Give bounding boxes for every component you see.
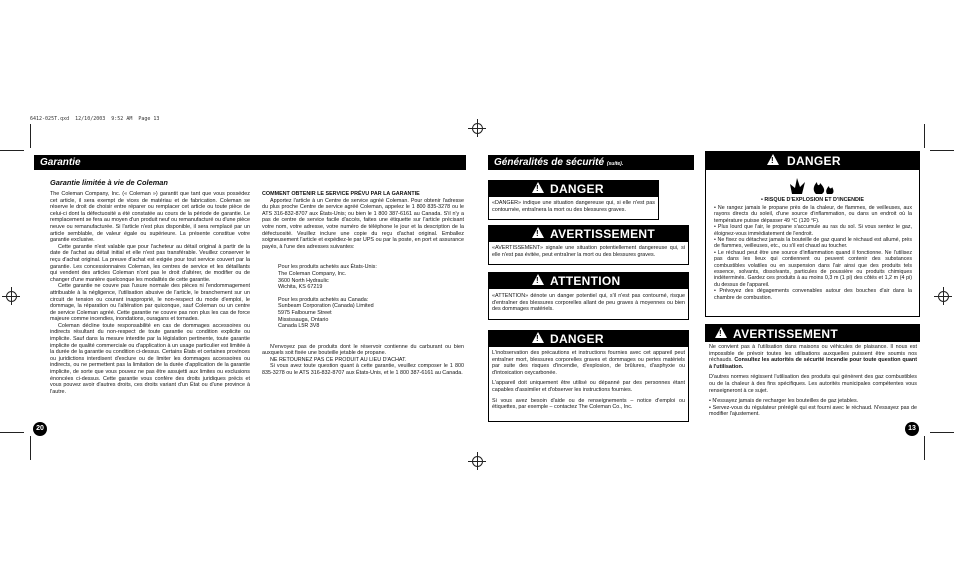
avertissement-usage-signal-word: AVERTISSEMENT (733, 327, 839, 341)
risk-bullet: • Plus lourd que l'air, le propane s'accumule au ras du sol. Si vous sentez le gaz, éloignez-vous immédiatement de l'endroit. (714, 224, 912, 237)
danger-explosion-signal-word: DANGER (787, 154, 841, 168)
crop-mark (0, 150, 24, 151)
service-heading: COMMENT OBTENIR LE SERVICE PRÉVU PAR LA GARANTIE (262, 191, 420, 197)
attention-signal-word: ATTENTION (550, 274, 621, 288)
registration-mark-bottom (468, 452, 486, 470)
usage-paragraph-bold: Consultez les autorités de sécurité incendie pour toute question quant à l'utilisation. (709, 357, 917, 370)
crop-mark (30, 124, 31, 148)
securite-header-suffix: (suite). (606, 161, 624, 167)
usage-paragraph: Ne convient pas à l'utilisation dans maisons ou véhicules de plaisance. Il nous est impossible de prévoir toutes les utilisations auxquelles puissent être soumis nos réchauds. Consultez les autorités de sécurité incendie pour toute question quant à l'utilisation. (709, 344, 917, 370)
explosion-risk-list (714, 205, 912, 301)
warning-triangle-icon (715, 327, 727, 338)
danger-explosion-box (705, 169, 920, 317)
canada-address: Sunbeam Corporation (Canada) Limited 5975 Falbourne Street Mississauga, Ontario Canada L5R 3V8 (278, 303, 374, 330)
risk-bullet: • Ne rangez jamais le propane près de la chaleur, de flammes, de veilleuses, aux rayons directs du soleil, d'une source d'inflammation, ou dans un endroit où la température puisse dépasser 49 °C (120 °F). (714, 205, 912, 224)
usage-bullet: • Servez-vous du régulateur préréglé qui est fourni avec le réchaud. N'essayez pas de modifier l'ajustement. (709, 404, 917, 418)
crop-mark (930, 432, 954, 433)
danger-signal-word: DANGER (550, 182, 604, 196)
danger-general-paragraph: Si vous avez besoin d'aide ou de renseignements – notice d'emploi ou étiquettes, par exemple – contactez The Coleman Co., Inc. (492, 397, 685, 411)
danger-general-paragraph: L'appareil doit uniquement être utilisé ou dépanné par des personnes étant capables d'assimiler et d'observer les instructions fournies. (492, 380, 685, 393)
warranty-subheading: Garantie limitée à vie de Coleman (50, 178, 168, 187)
warranty-paragraph: Coleman décline toute responsabilité en cas de dommages accessoires ou indirects résultant du non-respect de toute garantie ou condition explicite ou implicite. Sauf dans la mesure interdite par la législation pertinente, toute garantie implicite de qualité commerciale ou d'application à un usage particulier est limitée à la durée de la garantie ou condition ci-dessus. Certains États et certaines provinces ou juridictions interdisent d'exclure ou de limiter les dommages accessoires ou indirects, ou ne permettent pas la limitation de la durée d'application de la garantie implicite, de sorte que vous pouvez ne pas être assujetti aux limites ou exclusions énoncées ci-dessus. Cette garantie vous confère des droits juridiques précis et vous pouvez avoir d'autres droits, ces droits variant d'un État ou d'une province à l'autre. (50, 322, 250, 395)
warning-triangle-icon (532, 332, 544, 343)
warranty-paragraph: Cette garantie n'est valable que pour l'acheteur au détail original à partir de la date de l'achat au détail initial et elle n'est pas transférable. Veuillez conserver le reçu d'achat original. La preuve d'achat est exigée pour tout service couvert par la garantie. Les concessionnaires Coleman, les centres de service et les détaillants qui vendent des articles Coleman n'ont pas le droit d'altérer, de modifier ou de changer d'une manière quelconque les modalités de cette garantie. (50, 243, 250, 283)
usa-label: Pour les produits achetés aux États-Unis: (278, 264, 377, 271)
warranty-column-2 (262, 191, 464, 377)
danger-general-paragraph: L'inobservation des précautions et instructions fournies avec cet appareil peut entraîner mort, blessures corporelles graves et dommages ou pertes matériels par suite des risques d'incendie, d'explosion, de brûlures, d'asphyxie ou d'intoxication oxycarbonée. (492, 350, 685, 376)
warning-triangle-icon (532, 182, 544, 193)
warranty-paragraph: The Coleman Company, Inc. (« Coleman ») garantit que tant que vous possédez cet article, il sera exempt de vices de matériau et de fabrication. Coleman se réserve le droit de choisir entre réparer ou remplacer cet article ou toute pièce de celui-ci dont la défectuosité a été constatée au cours de la période de garantie. Le remplacement se fera au moyen d'un produit neuf ou remanufacturé ou d'une pièce neuve ou remanufacturée. Si l'article n'est plus disponible, il sera remplacé par un article semblable, de valeur égale ou supérieure. La présente constitue votre garantie exclusive. (50, 191, 250, 244)
page-number-left: 20 (33, 422, 47, 436)
service-questions: Si vous avez toute question quant à cette garantie, veuillez composer le 1 800 835-3278 ou le ATS 316-832-8707 aux États-Unis, et le 1 800 387-6161 au Canada. (262, 363, 464, 377)
attention-definition: «ATTENTION» dénote un danger potentiel qui, s'il n'est pas contourné, risque d'entraîner des blessures corporelles allant de peu graves à moyennes ou bien des dommages matériels. (492, 293, 685, 313)
avertissement-signal-bar (488, 225, 689, 241)
explosion-risk-title: • RISQUE D'EXPLOSION ET D'INCENDIE (761, 197, 864, 203)
danger-definition-box (488, 196, 659, 220)
warning-triangle-icon (767, 154, 779, 165)
risk-bullet: • Prévoyez des dégagements convenables autour des bouches d'air dans la chambre de combustion. (714, 288, 912, 301)
page-number-right: 13 (905, 422, 919, 436)
crop-mark (930, 150, 954, 151)
registration-mark-top (468, 119, 486, 137)
warning-triangle-icon (532, 227, 544, 238)
garantie-header-bar (34, 155, 466, 170)
service-no-return: NE RETOURNEZ PAS CE PRODUIT AU LIEU D'ACHAT. (270, 356, 407, 363)
avertissement-definition: «AVERTISSEMENT» signale une situation potentiellement dangereuse qui, si elle n'est pas évitée, peut entraîner la mort ou des blessures graves. (492, 245, 685, 258)
canada-label: Pour les produits achetés au Canada: (278, 296, 369, 303)
warranty-column-1 (50, 191, 250, 395)
warning-triangle-icon (532, 274, 544, 285)
usage-paragraph: D'autres normes régissent l'utilisation des produits qui génèrent des gaz combustibles ou de la chaleur à des fins spécifiques. Les autorités municipales compétentes vous renseigneront à ce sujet. (709, 374, 917, 394)
service-intro: Apportez l'article à un Centre de service agréé Coleman. Pour obtenir l'adresse du plus proche Centre de service agréé Coleman, appelez le 1 800 835-3278 ou le ATS 316-832-8707 aux États-Unis; ou bien le 1 800 387-6161 au Canada. S'il n'y a pas de centre de service facile d'accès, faites une étiquette sur l'article précisant votre nom, votre adresse, votre numéro de téléphone le jour et la description de la défectuosité. Veuillez inclure une copie du reçu d'achat original. Emballez soigneusement l'article et expédiez-le par UPS ou par la poste, en port et assurance payés, à l'une des adresses suivantes: (262, 197, 464, 250)
garantie-header: Garantie (40, 157, 81, 168)
avertissement-usage-signal-bar (705, 324, 920, 342)
risk-bullet: • Ne fixez ou détachez jamais la bouteille de gaz quand le réchaud est allumé, près de flammes, veilleuses, etc., ou s'il est chaud au toucher. (714, 237, 912, 250)
crop-mark (924, 436, 925, 460)
registration-mark-left (2, 287, 20, 305)
risk-bullet: • Le réchaud peut être une source d'inflammation quand il fonctionne. Ne l'utilisez pas dans les lieux qui contiennent ou peuvent contenir des substances combustibles volatiles ou en suspension dans l'air ainsi que des produits tels essence, solvants, dissolvants, particules de poussière ou produits chimiques indéterminés. Gardez ces produits à au moins 0,3 m (1 pi) des côtés et 1,2 m (4 pi) du dessus de l'appareil. (714, 249, 912, 288)
explosion-fire-icon (786, 174, 838, 196)
avertissement-signal-word: AVERTISSEMENT (550, 227, 656, 241)
danger-general-signal-bar (488, 330, 689, 346)
securite-header: Généralités de sécurité (494, 157, 605, 168)
danger-definition: «DANGER» indique une situation dangereuse qui, si elle n'est pas contournée, entraînera la mort ou des blessures graves. (492, 200, 655, 213)
securite-header-bar (488, 155, 694, 170)
danger-explosion-signal-bar (705, 151, 920, 169)
attention-definition-box (488, 288, 689, 320)
crop-mark (0, 432, 24, 433)
registration-mark-right (934, 287, 952, 305)
danger-general-signal-word: DANGER (550, 332, 604, 346)
crop-mark (924, 124, 925, 148)
warranty-paragraph: Cette garantie ne couvre pas l'usure normale des pièces ni l'endommagement attribuable à la négligence, l'utilisation abusive de l'article, le branchement sur un circuit de tension ou courant inapproprié, le non-respect du mode d'emploi, le dommage, la réparation ou l'altération par quiconque, sauf Coleman ou un centre de service Coleman agréé. Cette garantie ne couvre pas non plus les cas de force majeure comme incendies, inondations, ouragans et tornades. (50, 283, 250, 323)
print-slug: 6412-025T.qxd 12/10/2003 9:52 AM Page 13 (30, 116, 160, 122)
avertissement-usage-text (709, 344, 917, 418)
service-note: N'envoyez pas de produits dont le réservoir contienne du carburant ou bien auxquels soit fixée une bouteille jetable de propane. (262, 343, 464, 357)
danger-signal-bar (488, 180, 659, 196)
avertissement-definition-box (488, 241, 689, 265)
attention-signal-bar (488, 272, 689, 288)
crop-mark (30, 436, 31, 460)
usa-address: The Coleman Company, Inc. 3600 North Hydraulic Wichita, KS 67219 (278, 270, 347, 291)
danger-general-box (488, 346, 689, 422)
usage-bullet: • N'essayez jamais de recharger les bouteilles de gaz jetables. (709, 398, 859, 405)
